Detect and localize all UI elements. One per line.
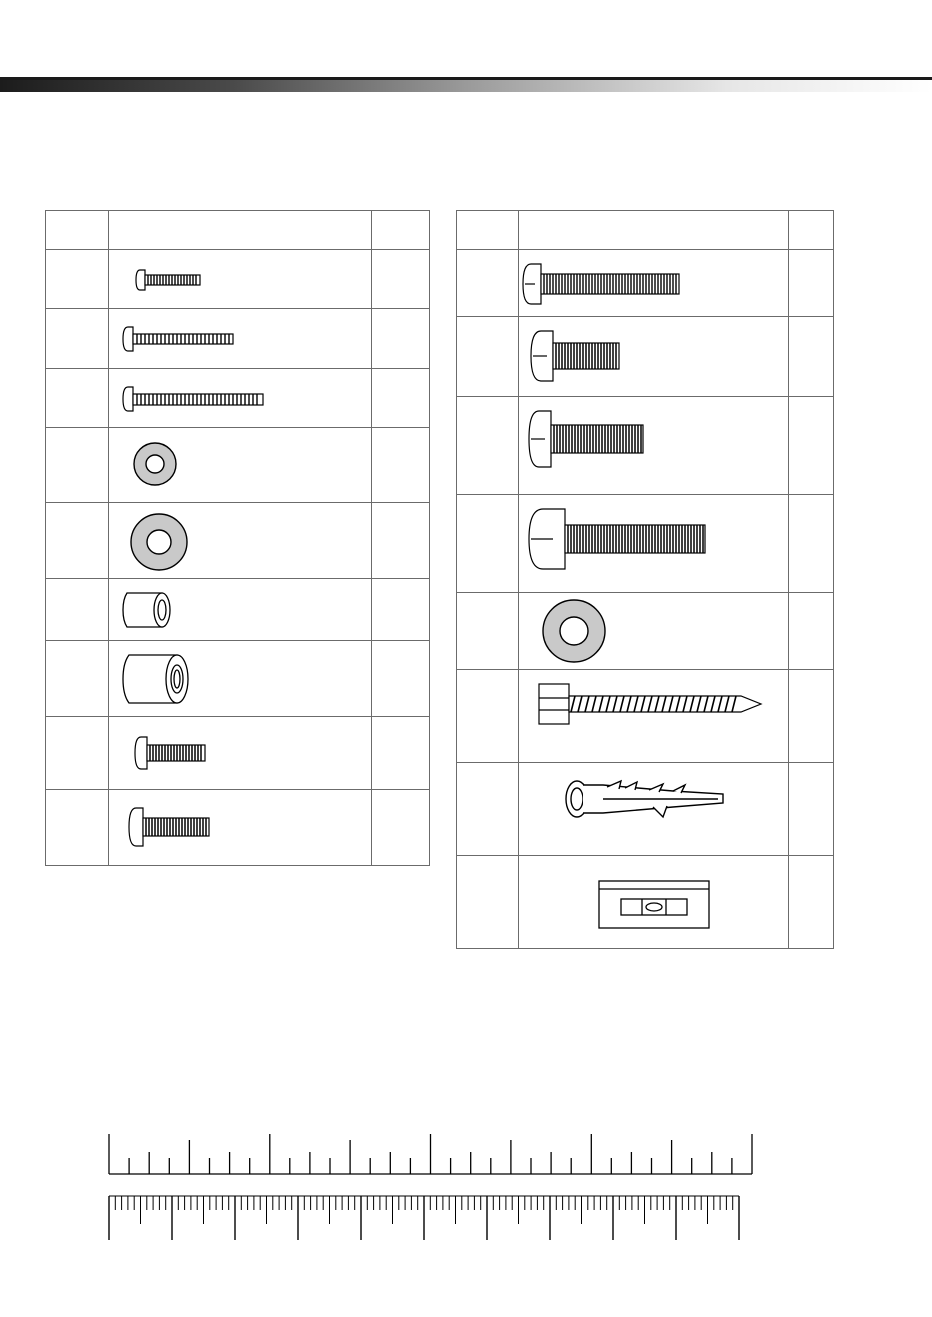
part-quantity [789, 670, 834, 763]
table-row [457, 593, 834, 670]
header-quantity [789, 211, 834, 250]
table-row [457, 397, 834, 495]
parts-table-right [456, 210, 834, 949]
inch-ruler-icon [109, 1134, 752, 1174]
part-id [457, 593, 519, 670]
part-id [457, 397, 519, 495]
part-id [457, 495, 519, 593]
pan-head-screw-icon [109, 790, 372, 866]
part-quantity [372, 309, 430, 369]
pan-head-screw-icon [109, 717, 372, 790]
part-image [519, 593, 789, 670]
part-id [46, 250, 109, 309]
table-row [46, 369, 430, 428]
part-image [109, 641, 372, 717]
wall-anchor-icon [519, 763, 789, 856]
table-row [457, 495, 834, 593]
part-quantity [789, 317, 834, 397]
long-spacer-icon [109, 641, 372, 717]
metric-ruler-icon [109, 1196, 739, 1240]
table-row [457, 250, 834, 317]
part-image [519, 397, 789, 495]
rulers [0, 1120, 932, 1245]
part-id [46, 369, 109, 428]
part-quantity [372, 250, 430, 309]
table-row [46, 250, 430, 309]
pan-head-screw-icon [519, 317, 789, 397]
header-gradient [0, 80, 932, 92]
part-quantity [372, 641, 430, 717]
pan-head-screw-icon [109, 309, 372, 369]
table-header-row [46, 211, 430, 250]
header-part-id [457, 211, 519, 250]
table-row [46, 717, 430, 790]
pan-head-screw-icon [519, 250, 789, 317]
pan-head-screw-icon [519, 397, 789, 495]
part-image [519, 495, 789, 593]
part-quantity [789, 856, 834, 949]
table-row [457, 670, 834, 763]
pan-head-screw-icon [519, 495, 789, 593]
table-row [457, 317, 834, 397]
part-quantity [372, 717, 430, 790]
part-id [457, 670, 519, 763]
washer-icon [519, 593, 789, 670]
table-row [457, 856, 834, 949]
table-row [46, 790, 430, 866]
bubble-level-icon [519, 856, 789, 949]
part-quantity [372, 503, 430, 579]
lag-bolt-icon [519, 670, 789, 763]
part-id [46, 579, 109, 641]
table-row [46, 428, 430, 503]
table-row [46, 503, 430, 579]
part-id [46, 790, 109, 866]
part-quantity [372, 790, 430, 866]
pan-head-screw-icon [109, 369, 372, 428]
part-id [457, 250, 519, 317]
part-id [46, 717, 109, 790]
part-id [46, 503, 109, 579]
header-bar [0, 75, 932, 95]
part-quantity [372, 369, 430, 428]
part-image [109, 369, 372, 428]
table-row [46, 641, 430, 717]
part-image [109, 717, 372, 790]
part-image [519, 317, 789, 397]
part-image [109, 309, 372, 369]
table-row [457, 763, 834, 856]
part-quantity [789, 250, 834, 317]
part-image [109, 790, 372, 866]
table-row [46, 579, 430, 641]
part-image [519, 250, 789, 317]
part-id [46, 309, 109, 369]
parts-table-left [45, 210, 430, 866]
header-part-id [46, 211, 109, 250]
part-id [46, 641, 109, 717]
part-id [457, 763, 519, 856]
table-header-row [457, 211, 834, 250]
part-quantity [789, 495, 834, 593]
part-quantity [789, 763, 834, 856]
part-image [519, 856, 789, 949]
part-image [109, 250, 372, 309]
header-quantity [372, 211, 430, 250]
part-image [519, 670, 789, 763]
part-quantity [789, 397, 834, 495]
part-id [457, 317, 519, 397]
part-quantity [372, 428, 430, 503]
short-spacer-icon [109, 579, 372, 641]
part-quantity [789, 593, 834, 670]
header-part-image [519, 211, 789, 250]
part-image [519, 763, 789, 856]
pan-head-screw-icon [109, 250, 372, 309]
part-id [457, 856, 519, 949]
table-row [46, 309, 430, 369]
small-washer-icon [109, 428, 372, 503]
part-image [109, 428, 372, 503]
part-id [46, 428, 109, 503]
header-part-image [109, 211, 372, 250]
part-quantity [372, 579, 430, 641]
part-image [109, 503, 372, 579]
part-image [109, 579, 372, 641]
large-washer-icon [109, 503, 372, 579]
